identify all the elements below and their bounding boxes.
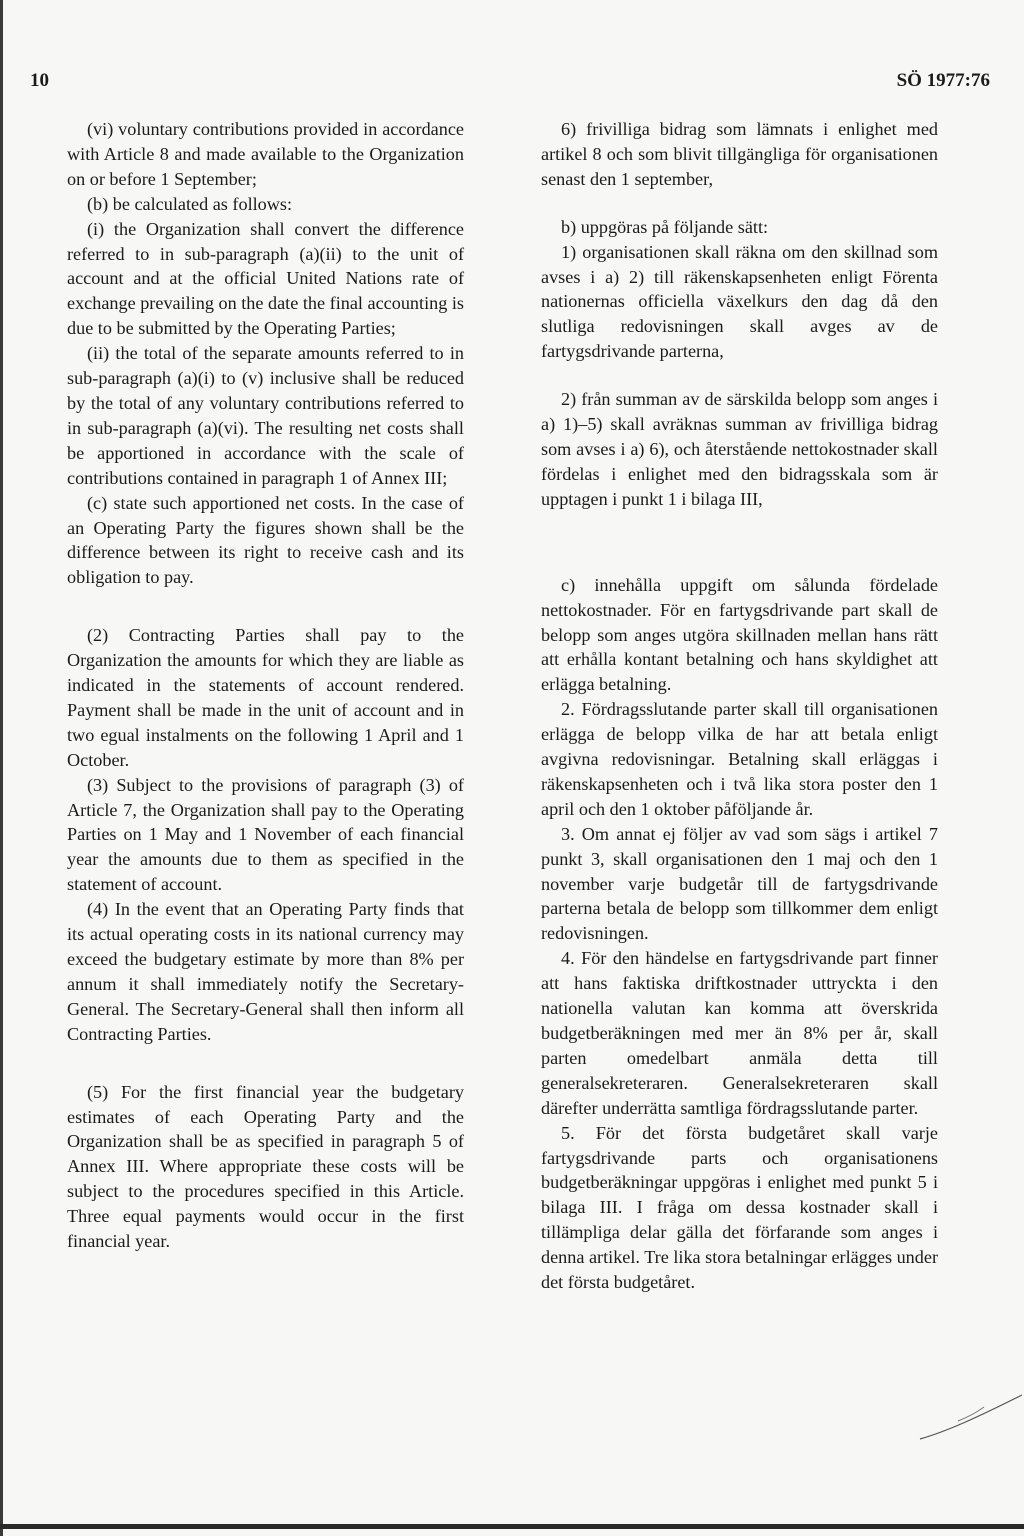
paragraph-en-8: (4) In the event that an Operating Party finds that its actual operating costs in its national currency may exceed the budgetary estimate by more than 8% per annum it shall immediately notify the Secretary-General. The Secretary-General shall then inform all Contracting Parties. bbox=[67, 899, 464, 1044]
english-column bbox=[67, 117, 464, 1254]
swedish-column bbox=[541, 117, 938, 1295]
paragraph-sv-8: 4. För den händelse en fartygsdrivande part finner att hans faktiska driftkostnader uttryckta i den nationella valutan kan komma att överskrida budgetberäkningen med mer än 8% per år, skall parten omedelbart anmäla detta till generalsekreteraren. Generalsekreteraren skall därefter underrätta samtliga fördragsslutande parter. bbox=[541, 948, 938, 1118]
pencil-mark bbox=[918, 1393, 1024, 1443]
paragraph-sv-6: 2. Fördragsslutande parter skall till organisationen erlägga de belopp vilka de har att betala enligt avgivna redovisningar. Betalning skall erläggas i räkenskapsenheten och i två lika stora poster den 1 april och den 1 oktober påföljande år. bbox=[541, 699, 938, 819]
paragraph-en-6: (2) Contracting Parties shall pay to the Organization the amounts for which they are liable as indicated in the statements of account rendered. Payment shall be made in the unit of account and in two egual instalments on the following 1 April and 1 October. bbox=[67, 625, 464, 770]
paragraph-sv-9: 5. För det första budgetåret skall varje fartygsdrivande parts och organisationens budgetberäkningar uppgöras i enlighet med punkt 5 i bilaga III. I fråga om dessa kostnader skall i tillämpliga delar gälla det förfarande som anges i denna artikel. Tre lika stora betalningar erlägges under det första budgetåret. bbox=[541, 1122, 938, 1293]
paragraph-en-7: (3) Subject to the provisions of paragraph (3) of Article 7, the Organization shall pay to the Operating Parties on 1 May and 1 November of each financial year the amounts due to them as specified in the statement of account. bbox=[67, 774, 464, 895]
paragraph-en-1: (vi) voluntary contributions provided in accordance with Article 8 and made available to the Organization on or before 1 September; bbox=[67, 119, 464, 189]
paragraph-en-3: (i) the Organization shall convert the difference referred to in sub-paragraph (a)(ii) to the unit of account and at the official United Nations rate of exchange prevailing on the date the final accounting is due to be submitted by the Operating Parties; bbox=[67, 218, 464, 339]
paragraph-sv-1: 6) frivilliga bidrag som lämnats i enlighet med artikel 8 och som blivit tillgängliga för organisationen senast den 1 september, bbox=[541, 119, 938, 189]
paragraph-sv-2: b) uppgöras på följande sätt: bbox=[561, 216, 769, 237]
paragraph-sv-4: 2) från summan av de särskilda belopp som anges i a) 1)–5) skall avräknas summan av frivilliga bidrag som avses i a) 6), och återstående nettokostnader skall fördelas i enlighet med den bidragsskala som är upptagen i punkt 1 i bilaga III, bbox=[541, 389, 938, 509]
page-header bbox=[30, 70, 990, 98]
paragraph-sv-7: 3. Om annat ej följer av vad som sägs i artikel 7 punkt 3, skall organisationen den 1 maj och den 1 november varje budgetår till de fartygsdrivande parterna betala de belopp som tillkommer dem enligt redovisningen. bbox=[541, 823, 938, 944]
paragraph-sv-3: 1) organisationen skall räkna om den skillnad som avses i a) 2) till räkenskapsenheten enligt Förenta nationernas officiella växelkurs den dag då den slutliga redovisningen skall avges av de fartygsdrivande parterna, bbox=[541, 241, 938, 362]
page-number: 10 bbox=[30, 70, 49, 91]
document-reference: SÖ 1977:76 bbox=[896, 70, 990, 91]
paragraph-en-4: (ii) the total of the separate amounts referred to in sub-paragraph (a)(i) to (v) inclusive shall be reduced by the total of any voluntary contributions referred to in sub-paragraph (a)(vi). The resulting net costs shall be apportioned in accordance with the scale of contributions contained in paragraph 1 of Annex III; bbox=[67, 343, 464, 488]
paragraph-en-5: (c) state such apportioned net costs. In the case of an Operating Party the figures shown shall be the difference between its right to receive cash and its obligation to pay. bbox=[67, 492, 464, 588]
scan-left-edge bbox=[0, 0, 3, 1536]
scan-bottom-edge bbox=[0, 1524, 1024, 1529]
paragraph-en-2: (b) be calculated as follows: bbox=[87, 193, 293, 214]
paragraph-sv-5: c) innehålla uppgift om sålunda fördelade nettokostnader. För en fartygsdrivande part skall de belopp som anges utgöra skillnaden mellan hans rätt att erhålla kontant betalning och hans skyldighet att erlägga betalning. bbox=[541, 574, 938, 695]
paragraph-en-9: (5) For the first financial year the budgetary estimates of each Operating Party and the Organization shall be as specified in paragraph 5 of Annex III. Where appropriate these costs will be subject to the procedures specified in this Article. Three equal payments would occur in the first financial year. bbox=[67, 1081, 464, 1252]
